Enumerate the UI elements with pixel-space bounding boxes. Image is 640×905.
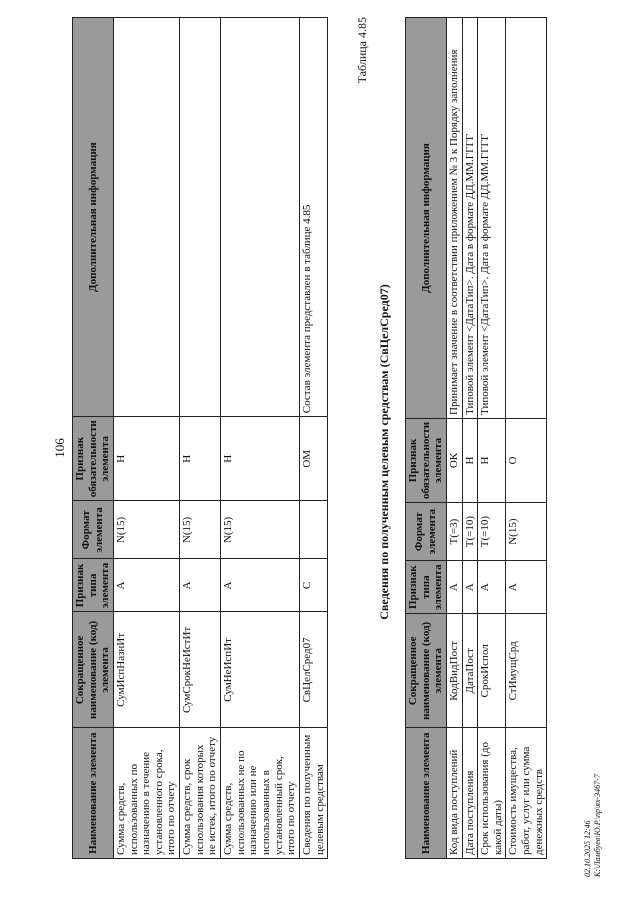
- table-row: [478, 18, 506, 859]
- cell-name: Стоимость имущества, работ, услуг или сумма денежных средств: [506, 728, 547, 859]
- header-info: Дополнительная информация: [406, 18, 447, 419]
- cell-info: Состав элемента представлен в таблице 4.85: [299, 18, 327, 417]
- cell-name: Сумма средств, срок использования которых не истек, итого по отчету: [180, 728, 221, 859]
- cell-format: T(=3): [446, 503, 462, 561]
- header-type: Признак типа элемента: [73, 559, 114, 612]
- header-format: Формат элемента: [73, 501, 114, 559]
- table-row: [506, 18, 547, 859]
- cell-format: N(15): [113, 501, 179, 559]
- cell-code: СвЦелСред07: [299, 612, 327, 728]
- cell-name: Срок использования (до какой даты): [478, 728, 506, 859]
- cell-type: С: [299, 559, 327, 612]
- header-code: Сокращенное наименование (код) элемента: [73, 612, 114, 728]
- footer-stamp: [583, 774, 602, 877]
- cell-type: А: [462, 561, 478, 614]
- cell-name: Сумма средств, использованных не по назначению или не использованных в установленный срок, итого по отчету: [221, 728, 300, 859]
- cell-format: N(15): [506, 503, 547, 561]
- cell-info: Типовой элемент <ДатаТип>. Дата в формате ДД.ММ.ГГГГ: [478, 18, 506, 419]
- cell-format: N(15): [221, 501, 300, 559]
- cell-code: СтИмущСрд: [506, 614, 547, 728]
- table-header-row: [406, 18, 447, 859]
- cell-format: T(=10): [462, 503, 478, 561]
- cell-info: [506, 18, 547, 419]
- cell-code: КодВидПост: [446, 614, 462, 728]
- cell-code: ДатаПост: [462, 614, 478, 728]
- cell-code: СумСрокНеИстИт: [180, 612, 221, 728]
- page-number: 106: [52, 438, 67, 458]
- cell-required: ОМ: [299, 417, 327, 501]
- cell-type: А: [506, 561, 547, 614]
- table-row: [113, 18, 179, 859]
- cell-required: Н: [113, 417, 179, 501]
- cell-required: О: [506, 418, 547, 502]
- header-format: Формат элемента: [406, 503, 447, 561]
- cell-type: А: [113, 559, 179, 612]
- cell-info: [180, 18, 221, 417]
- footer-date: 02.10.2025 12:46: [583, 820, 592, 877]
- cell-required: Н: [478, 418, 506, 502]
- cell-type: А: [446, 561, 462, 614]
- cell-name: Сведения по полученным целевым средствам: [299, 728, 327, 859]
- table-row: [180, 18, 221, 859]
- header-info: Дополнительная информация: [73, 18, 114, 417]
- table-row: [446, 18, 462, 859]
- header-type: Признак типа элемента: [406, 561, 447, 614]
- cell-name: Сумма средств, использованных по назначению в течение установленного срока, итого по отчету: [113, 728, 179, 859]
- received-funds-table: [405, 17, 547, 859]
- elements-table-continued: [72, 17, 328, 859]
- table-caption: Сведения по полученным целевым средствам (СвЦелСред07): [377, 284, 391, 620]
- cell-code: СумНеИспИт: [221, 612, 300, 728]
- header-name: Наименование элемента: [406, 728, 447, 859]
- table-header-row: [73, 18, 114, 859]
- cell-code: СрокИспол: [478, 614, 506, 728]
- cell-info: Принимает значение в соответствии приложением № 3 к Порядку заполнения: [446, 18, 462, 419]
- table-row: [462, 18, 478, 859]
- header-required: Признак обязательности элемента: [406, 418, 447, 502]
- cell-code: СумИспНазнИт: [113, 612, 179, 728]
- cell-type: А: [180, 559, 221, 612]
- cell-type: А: [478, 561, 506, 614]
- cell-required: Н: [221, 417, 300, 501]
- cell-info: [221, 18, 300, 417]
- header-name: Наименование элемента: [73, 728, 114, 859]
- header-required: Признак обязательности элемента: [73, 417, 114, 501]
- cell-format: N(15): [180, 501, 221, 559]
- table-row: [221, 18, 300, 859]
- table-number: Таблица 4.85: [355, 17, 369, 84]
- cell-format: [299, 501, 327, 559]
- table-row: [299, 18, 327, 859]
- cell-required: Н: [462, 418, 478, 502]
- cell-info: [113, 18, 179, 417]
- rotated-sheet: [50, 17, 610, 887]
- header-code: Сокращенное наименование (код) элемента: [406, 614, 447, 728]
- cell-required: ОК: [446, 418, 462, 502]
- cell-type: А: [221, 559, 300, 612]
- cell-format: T(=10): [478, 503, 506, 561]
- cell-info: Типовой элемент <ДатаТип>. Дата в формате ДД.ММ.ГГГГ: [462, 18, 478, 419]
- cell-name: Дата поступления: [462, 728, 478, 859]
- cell-name: Код вида поступлений: [446, 728, 462, 859]
- cell-required: Н: [180, 417, 221, 501]
- footer-path: К:\Ламбуев\Ю.Р.\пр\ях-3467-7: [592, 774, 602, 877]
